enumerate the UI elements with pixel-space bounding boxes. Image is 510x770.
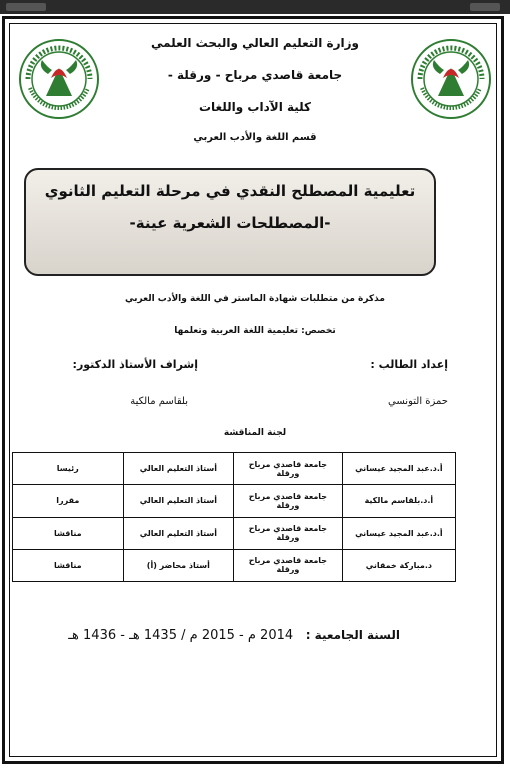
member-rank: أستاذ محاضر (أ)	[123, 549, 234, 581]
committee-table	[12, 452, 456, 582]
faculty-heading: كلية الآداب واللغات	[198, 100, 312, 114]
academic-year	[60, 628, 400, 643]
table-row	[13, 549, 456, 581]
member-university: جامعة قاصدي مرباح ورقلة	[234, 485, 343, 517]
thesis-title-line1: تعليمية المصطلح النقدي في مرحلة التعليم الثانوي	[44, 182, 416, 200]
toolbar-segment	[6, 3, 46, 11]
ministry-heading: وزارة التعليم العالي والبحث العلمي	[150, 36, 360, 50]
memo-specialty: تخصص: تعليمية اللغة العربية وتعلمها	[174, 326, 336, 336]
table-row	[13, 453, 456, 485]
member-name: أ.د.بلقاسم مالكية	[342, 485, 455, 517]
member-role: رئيسا	[13, 453, 124, 485]
member-name: أ.د.عبد المجيد عيساني	[342, 453, 455, 485]
toolbar-segment	[470, 3, 500, 11]
table-row	[13, 485, 456, 517]
committee-title: لجنة المناقشة	[223, 428, 287, 438]
student-name: حمزة التونسي	[388, 396, 448, 407]
top-toolbar-strip	[0, 0, 510, 14]
department-heading: قسم اللغة والأدب العربي	[193, 132, 317, 143]
supervisor-label: إشراف الأستاذ الدكتور:	[72, 358, 198, 371]
university-heading: جامعة قاصدي مرباح - ورقلة -	[167, 68, 343, 82]
memo-requirement: مذكرة من متطلبات شهادة الماستر في اللغة والأدب العربي	[125, 294, 385, 304]
thesis-title-line2: -المصطلحات الشعرية عينة-	[129, 214, 331, 232]
member-rank: أستاذ التعليم العالي	[123, 517, 234, 549]
academic-year-value: 2014 م - 2015 م / 1435 هـ - 1436 هـ	[68, 628, 294, 643]
member-role: مناقشا	[13, 549, 124, 581]
member-name: د.مباركة خمقاني	[342, 549, 455, 581]
table-row	[13, 517, 456, 549]
member-role: مقررا	[13, 485, 124, 517]
member-university: جامعة قاصدي مرباح ورقلة	[234, 549, 343, 581]
member-rank: أستاذ التعليم العالي	[123, 485, 234, 517]
member-name: أ.د.عبد المجيد عيساني	[342, 517, 455, 549]
member-role: مناقشا	[13, 517, 124, 549]
student-label: إعداد الطالب :	[370, 358, 448, 371]
member-university: جامعة قاصدي مرباح ورقلة	[234, 453, 343, 485]
member-rank: أستاذ التعليم العالي	[123, 453, 234, 485]
member-university: جامعة قاصدي مرباح ورقلة	[234, 517, 343, 549]
supervisor-name: بلقاسم مالكية	[130, 396, 188, 407]
academic-year-label: السنة الجامعية :	[305, 628, 400, 642]
thesis-title-box	[24, 168, 436, 276]
